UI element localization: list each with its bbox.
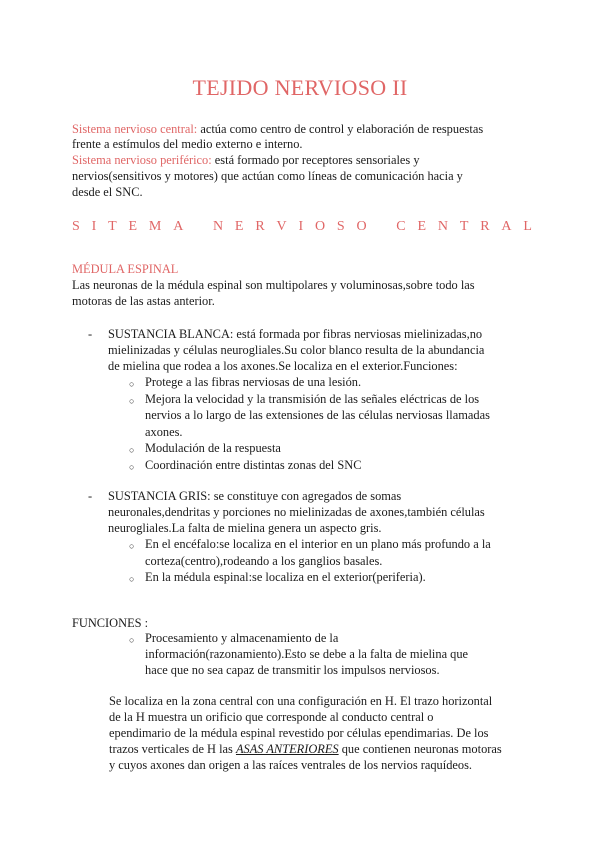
- gris-line1: SUSTANCIA GRIS: se constituye con agregados de somas: [108, 489, 402, 503]
- heading-letter: L: [523, 219, 532, 234]
- heading-letter: I: [91, 219, 97, 234]
- heading-letter: E: [417, 219, 427, 234]
- closing-line1: Se localiza en la zona central con una configuración en H. El trazo horizontal: [109, 694, 493, 708]
- heading-letter: O: [314, 219, 326, 234]
- blanca-dash: -: [88, 327, 93, 341]
- heading-letter: V: [276, 219, 287, 234]
- section-heading: [72, 218, 532, 236]
- heading-letter: [378, 218, 384, 236]
- peripheral-label: Sistema nervioso periférico:: [72, 153, 212, 167]
- closing-line4-post: que contienen neuronas motoras: [338, 742, 502, 756]
- heading-letter: A: [173, 219, 184, 234]
- list-item-line: En el encéfalo:se localiza en el interior en un plano más profundo a la: [145, 537, 491, 551]
- funciones-item-line2: información(razonamiento).Esto se debe a la falta de mielina que: [145, 647, 469, 661]
- central-text: actúa como centro de control y elaboración de respuestas: [197, 122, 484, 136]
- central-label: Sistema nervioso central:: [72, 122, 198, 136]
- list-item-line: nervios a lo largo de las extensiones de las células nerviosas llamadas: [145, 408, 490, 422]
- gris-line3: neurogliales.La falta de mielina genera un aspecto gris.: [108, 521, 382, 535]
- list-item-line: Coordinación entre distintas zonas del SNC: [145, 457, 362, 472]
- bullet-icon: ○: [129, 395, 135, 406]
- heading-letter: T: [459, 219, 469, 234]
- closing-line4-pre: trazos verticales de H las: [109, 742, 236, 756]
- gris-line2: neuronales,dendritas y porciones no mielinizadas de axones,también células: [108, 505, 485, 519]
- heading-letter: N: [437, 219, 448, 234]
- bullet-icon: ○: [129, 574, 135, 584]
- heading-letter: O: [356, 219, 367, 234]
- list-item-line: Modulación de la respuesta: [145, 441, 281, 455]
- bullet-icon: ○: [129, 541, 135, 551]
- intro-peripheral-line1: [72, 152, 542, 168]
- blanca-line2: mielinizadas y células neurogliales.Su color blanco resulta de la abundancia: [108, 343, 485, 357]
- funciones-item-line1: Procesamiento y almacenamiento de la: [145, 631, 339, 645]
- bullet-icon: ○: [129, 461, 135, 472]
- list-item-line: corteza(centro),rodeando a los ganglios basales.: [145, 553, 383, 568]
- list-item-line: Mejora la velocidad y la transmisión de las señales eléctricas de los: [145, 391, 480, 406]
- peripheral-text: está formado por receptores sensoriales y: [211, 153, 420, 167]
- closing-line5: y cuyos axones dan origen a las raíces ventrales de los nervios raquídeos.: [109, 758, 473, 772]
- list-item-line: axones.: [145, 424, 183, 439]
- heading-letter: E: [128, 219, 138, 234]
- heading-letter: S: [72, 219, 80, 234]
- intro-peripheral-line2: nervios(sensitivos y motores) que actúan como líneas de comunicación hacia y: [72, 169, 463, 183]
- heading-letter: E: [234, 219, 244, 234]
- heading-letter: C: [396, 219, 406, 234]
- gris-dash: -: [88, 489, 93, 503]
- heading-letter: N: [212, 219, 224, 234]
- medula-line2: motoras de las astas anterior.: [72, 294, 215, 308]
- list-item-line: En la médula espinal:se localiza en el exterior(periferia).: [145, 570, 426, 584]
- closing-line4: [109, 741, 549, 757]
- list-item-line: Protege a las fibras nerviosas de una lesión.: [145, 375, 362, 389]
- blanca-line1: SUSTANCIA BLANCA: está formada por fibras nerviosas mielinizadas,no: [108, 327, 483, 341]
- closing-line2: de la H muestra un orificio que corresponde al conducto central o: [109, 710, 434, 724]
- bullet-icon: ○: [129, 379, 135, 389]
- heading-letter: M: [148, 219, 162, 234]
- heading-letter: S: [336, 219, 345, 234]
- heading-letter: A: [501, 219, 512, 234]
- heading-letter: [195, 218, 201, 236]
- page-title: TEJIDO NERVIOSO II: [192, 75, 408, 100]
- heading-letter: R: [255, 219, 265, 234]
- funciones-item-line3: hace que no sea capaz de transmitir los impulsos nerviosos.: [145, 663, 440, 677]
- medula-heading: MÉDULA ESPINAL: [72, 262, 179, 276]
- funciones-bullet-icon: ○: [129, 635, 135, 645]
- intro-central-line2: frente a estímulos del medio externo e interno.: [72, 137, 303, 151]
- bullet-icon: ○: [129, 445, 135, 455]
- heading-letter: T: [108, 219, 117, 234]
- funciones-heading: FUNCIONES :: [72, 616, 149, 630]
- heading-letter: R: [480, 219, 490, 234]
- intro-central-line1: [72, 121, 542, 137]
- heading-letter: I: [298, 219, 304, 234]
- blanca-line3: de mielina que rodea a los axones.Se localiza en el exterior.Funciones:: [108, 359, 458, 373]
- intro-peripheral-line3: desde el SNC.: [72, 185, 143, 199]
- asas-anteriores-link[interactable]: ASAS ANTERIORES: [235, 742, 339, 756]
- closing-line3: ependimario de la médula espinal revestido por células ependimarias. De los: [109, 726, 489, 740]
- medula-line1: Las neuronas de la médula espinal son multipolares y voluminosas,sobre todo las: [72, 278, 475, 292]
